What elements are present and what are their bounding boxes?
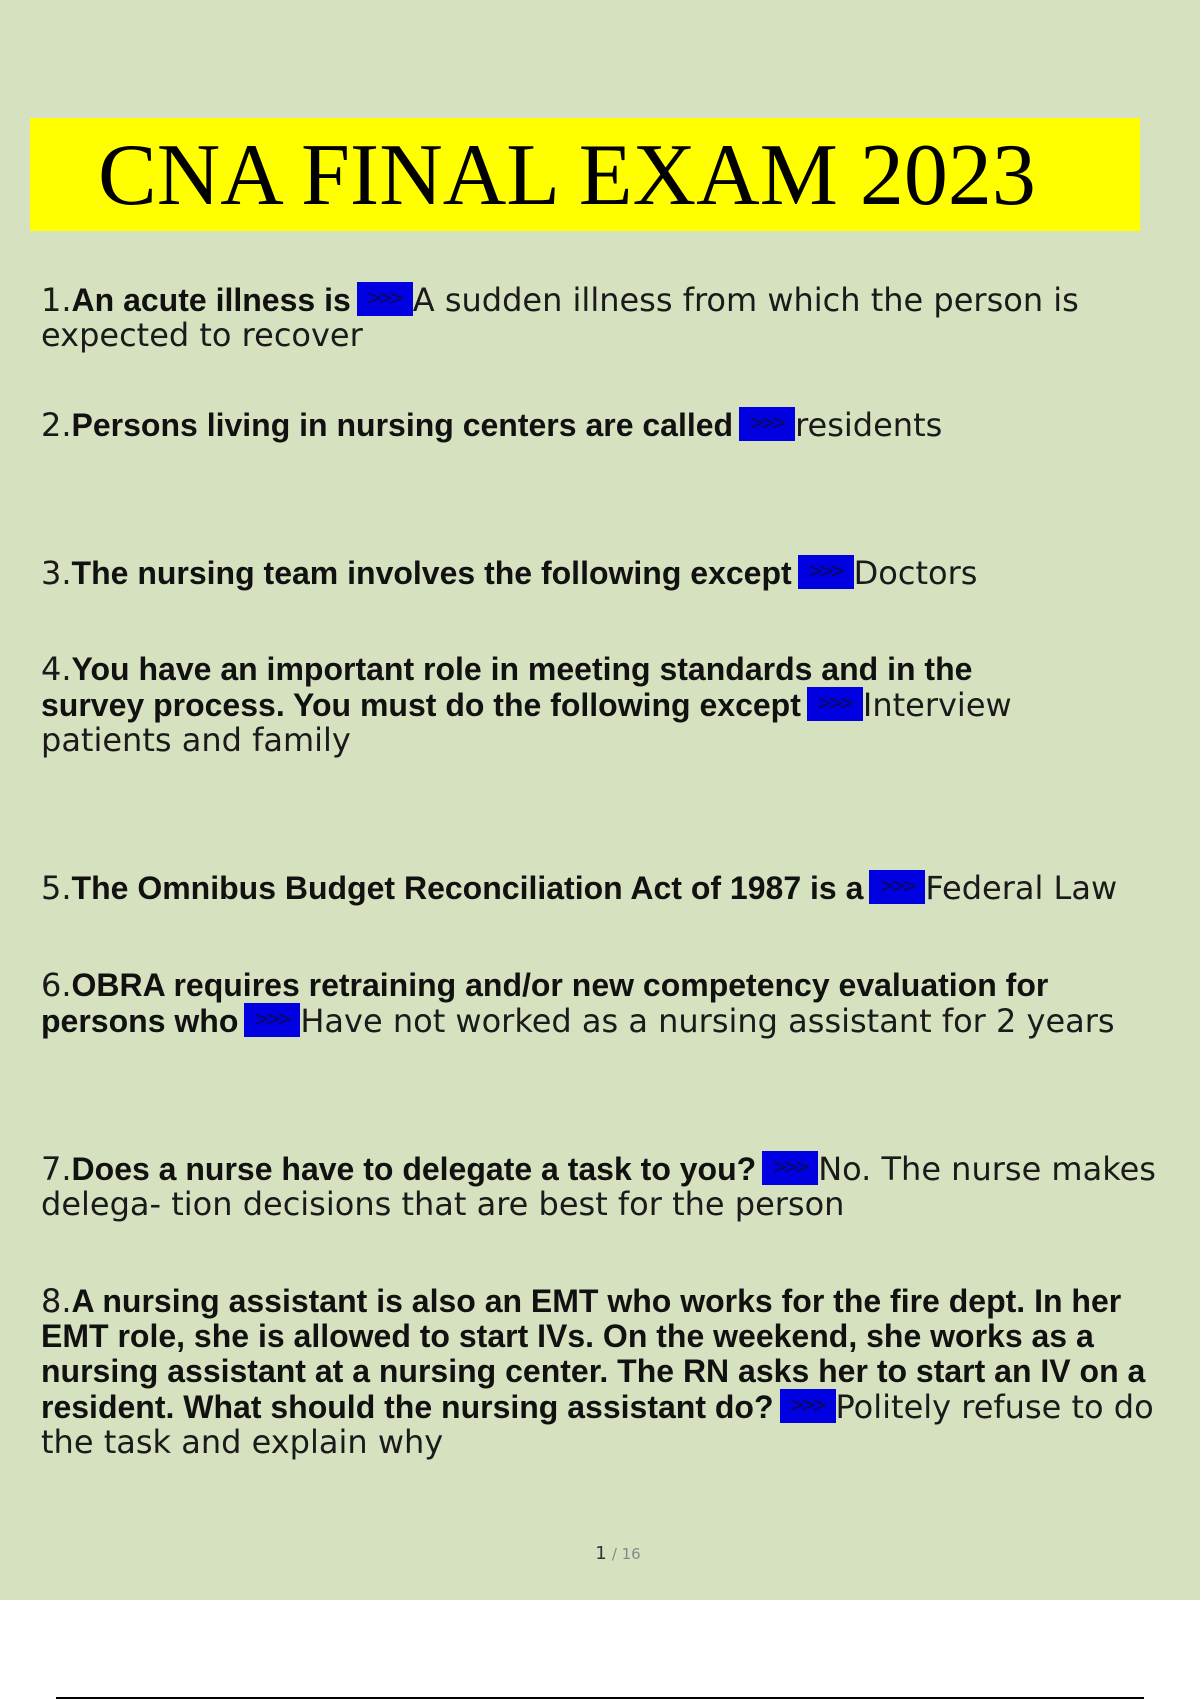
answer-text: No. The nurse makes delega- tion decisions that are best for the person [41,1150,1156,1223]
question-text: The Omnibus Budget Reconciliation Act of 1987 is a [71,870,864,906]
question-8 [41,1284,1176,1460]
page-title: CNA FINAL EXAM 2023 [98,127,1036,224]
total-pages: / 16 [611,1545,641,1563]
current-page: 1 [595,1543,607,1564]
answer-text: Have not worked as a nursing assistant for 2 years [300,1002,1115,1040]
question-text: OBRA requires retraining and/or new competency evaluation for persons who [41,967,1049,1039]
answer-text: A sudden illness from which the person is expected to recover [41,281,1079,354]
question-text: A nursing assistant is also an EMT who works for the fire dept. In her EMT role, she is allowed to start IVs. On the weekend, she works as a nursing assistant at a nursing center. The RN asks her to start an IV on a resident. What should the nursing assistant do? [41,1283,1146,1425]
question-2 [41,407,1176,443]
question-text: The nursing team involves the following except [71,555,792,591]
answer-marker: >>> [762,1151,818,1185]
answer-marker: >>> [780,1389,836,1423]
question-1 [41,282,1176,353]
question-text: Persons living in nursing centers are called [71,407,734,443]
answer-marker: >>> [807,687,863,721]
question-number: 3. [41,554,72,592]
question-text: Does a nurse have to delegate a task to you? [71,1151,757,1187]
bottom-divider [56,1697,1144,1699]
answer-text: residents [795,406,943,444]
answer-text: Doctors [853,554,978,592]
question-3 [41,555,1176,591]
question-number: 1. [41,281,72,319]
question-number: 7. [41,1150,72,1188]
answer-marker: >>> [739,407,795,441]
question-number: 2. [41,406,72,444]
answer-marker: >>> [798,555,854,589]
question-text: An acute illness is [71,282,351,318]
question-7 [41,1151,1176,1222]
question-number: 4. [41,650,72,688]
answer-text: Federal Law [925,869,1118,907]
question-number: 6. [41,966,72,1004]
question-5 [41,870,1176,906]
question-text: You have an important role in meeting standards and in the survey process. You must do the following except [41,651,973,723]
answer-marker: >>> [869,870,925,904]
answer-text: Interview patients and family [41,686,1012,759]
page-indicator [0,1543,1200,1564]
answer-marker: >>> [357,282,413,316]
question-6 [41,968,1176,1039]
question-number: 5. [41,869,72,907]
question-4 [41,652,1071,758]
question-number: 8. [41,1282,72,1320]
answer-marker: >>> [244,1003,300,1037]
answer-text: Politely refuse to do the task and explain why [41,1388,1154,1461]
